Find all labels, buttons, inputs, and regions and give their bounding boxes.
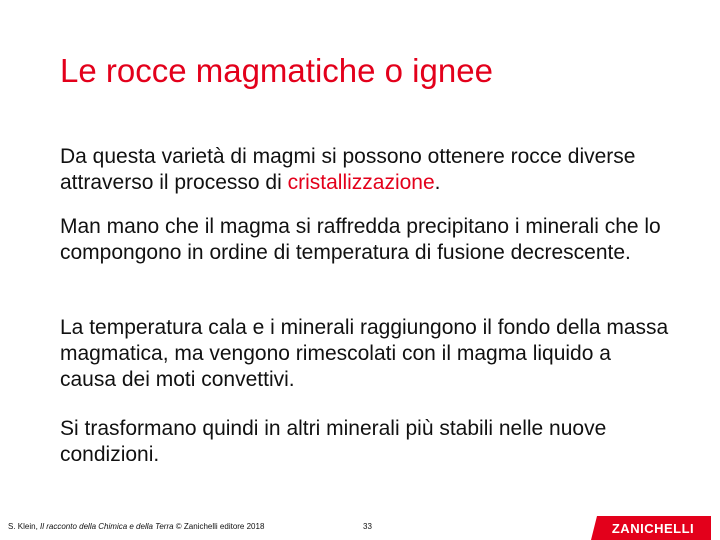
paragraph-4: Si trasformano quindi in altri minerali più stabili nelle nuove condizioni. [60, 417, 607, 466]
logo-text: ZANICHELLI [611, 521, 695, 536]
footer-author: S. Klein, [8, 522, 41, 531]
paragraph-1-text: Da questa varietà di magmi si possono ottenere rocce diverse attraverso il processo di [60, 145, 636, 194]
paragraph-2: Man mano che il magma si raffredda precipitano i minerali che lo compongono in ordine di temperatura di fusione decrescente. [60, 215, 661, 264]
highlight-cristallizzazione: cristallizzazione [287, 171, 435, 194]
paragraph-1-end: . [434, 171, 441, 194]
paragraph-3: La temperatura cala e i minerali raggiungono il fondo della massa magmatica, ma vengono rimescolati con il magma liquido a causa dei moti convettivi. [60, 316, 669, 391]
page-number: 33 [363, 522, 372, 531]
zanichelli-logo [591, 516, 711, 540]
footer-credit [8, 522, 264, 531]
footer-book-title: Il racconto della Chimica e della Terra [40, 522, 174, 531]
slide-title: Le rocce magmatiche o ignee [60, 52, 493, 89]
paragraph-1 [60, 144, 670, 196]
footer-publisher: © Zanichelli editore 2018 [173, 522, 265, 531]
